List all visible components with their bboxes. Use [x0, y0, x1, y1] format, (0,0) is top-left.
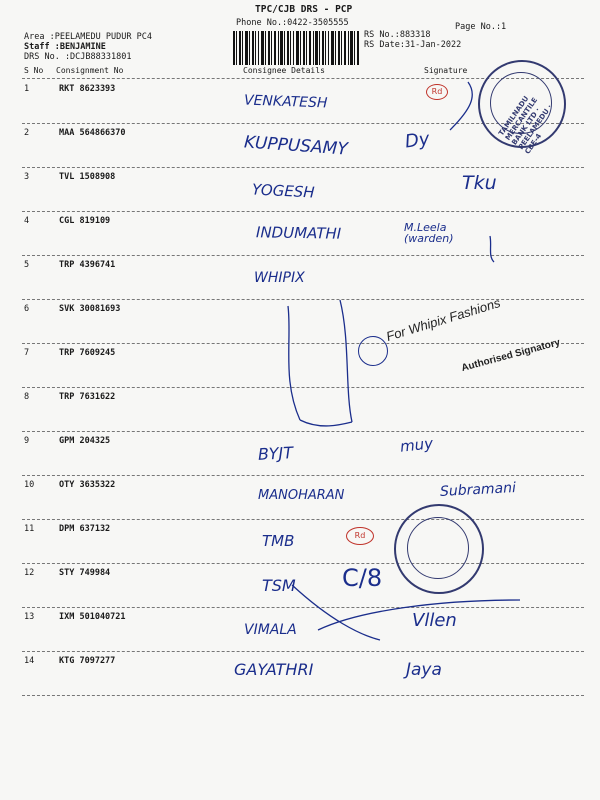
- handwritten-name: VENKATESH: [243, 92, 328, 112]
- row-sno: 11: [24, 524, 35, 534]
- bank-stamp: [478, 60, 566, 156]
- handwritten-signature: Vllen: [412, 610, 457, 631]
- row-consignment: MAA 564866370: [59, 128, 126, 138]
- area-label: Area :PEELAMEDU PUDUR PC4: [24, 32, 152, 42]
- row-consignment: SVK 30081693: [59, 304, 121, 314]
- table-row: [0, 300, 600, 344]
- row-consignment: KTG 7097277: [59, 656, 116, 666]
- table-row: [0, 256, 600, 300]
- row-sno: 3: [24, 172, 30, 182]
- company-stamp: For Whipix Fashions: [384, 295, 503, 344]
- bank-stamp-ring: [407, 517, 469, 579]
- handwritten-name: TMB: [262, 532, 295, 550]
- row-sno: 7: [24, 348, 30, 358]
- bank-stamp: [394, 504, 484, 594]
- staff-label: Staff :BENJAMINE: [24, 42, 106, 52]
- row-sno: 14: [24, 656, 35, 666]
- table-row: [0, 652, 600, 696]
- col-consignment: Consignment No: [56, 66, 124, 75]
- row-consignment: TRP 7631622: [59, 392, 116, 402]
- row-sno: 5: [24, 260, 30, 270]
- row-sno: 8: [24, 392, 30, 402]
- initial-mark: Rd: [426, 84, 448, 100]
- handwritten-signature: C/8: [342, 564, 383, 592]
- row-consignment: TRP 7609245: [59, 348, 116, 358]
- table-row: [0, 168, 600, 212]
- table-row: [0, 212, 600, 256]
- handwritten-signature: Tku: [462, 172, 497, 194]
- row-sno: 6: [24, 304, 30, 314]
- handwritten-name: VIMALA: [244, 622, 297, 638]
- handwritten-name: GAYATHRI: [234, 660, 314, 679]
- table-row: [0, 432, 600, 476]
- table-row: [0, 520, 600, 564]
- drs-number: DRS No. :DCJB88331801: [24, 52, 132, 62]
- handwritten-name: BYJT: [257, 443, 294, 464]
- col-signature: Signature: [424, 66, 468, 75]
- signature-loop: [358, 336, 388, 366]
- row-sno: 2: [24, 128, 30, 138]
- handwritten-name: MANOHARAN: [258, 488, 345, 503]
- row-sno: 10: [24, 480, 35, 490]
- page-number: Page No.:1: [455, 22, 507, 32]
- row-sno: 13: [24, 612, 35, 622]
- handwritten-signature: M.Leela (warden): [404, 221, 454, 245]
- handwritten-signature: Jaya: [406, 660, 442, 680]
- authorised-signatory: Authorised Signatory: [460, 337, 562, 374]
- handwritten-signature: Subramani: [439, 480, 517, 500]
- row-consignment: RKT 8623393: [59, 84, 116, 94]
- row-consignment: STY 749984: [59, 568, 111, 578]
- table-row: [0, 476, 600, 520]
- row-sno: 1: [24, 84, 30, 94]
- table-row: [0, 564, 600, 608]
- row-consignment: IXM 501040721: [59, 612, 126, 622]
- row-consignment: TVL 1508908: [59, 172, 116, 182]
- sheet-title: TPC/CJB DRS - PCP: [255, 4, 353, 15]
- handwritten-name: WHIPIX: [254, 270, 305, 286]
- row-sno: 9: [24, 436, 30, 446]
- row-consignment: GPM 204325: [59, 436, 111, 446]
- handwritten-signature: Dy: [403, 128, 431, 153]
- col-consignee: Consignee Details: [243, 66, 325, 75]
- row-consignment: DPM 637132: [59, 524, 111, 534]
- table-row: [0, 388, 600, 432]
- row-consignment: CGL 819109: [59, 216, 111, 226]
- handwritten-signature: muy: [399, 434, 434, 456]
- col-sno: S No: [24, 66, 44, 75]
- row-sno: 4: [24, 216, 30, 226]
- initial-mark: Rd: [346, 527, 374, 545]
- row-divider: [22, 695, 584, 696]
- rs-date: RS Date:31-Jan-2022: [364, 40, 462, 50]
- handwritten-name: TSM: [262, 576, 296, 595]
- phone-number: Phone No.:0422-3505555: [236, 18, 349, 28]
- table-row: [0, 608, 600, 652]
- barcode: [233, 31, 359, 65]
- handwritten-name: INDUMATHI: [255, 223, 342, 243]
- handwritten-name: YOGESH: [251, 180, 316, 202]
- row-consignment: TRP 4396741: [59, 260, 116, 270]
- handwritten-name: KUPPUSAMY: [243, 132, 349, 160]
- rs-number: RS No.:883318: [364, 30, 431, 40]
- bank-stamp-text: TAMILNADU MERCANTILE BANK LTD · PEELAMEDU · CBE-4: [497, 94, 554, 156]
- row-sno: 12: [24, 568, 35, 578]
- row-consignment: OTY 3635322: [59, 480, 116, 490]
